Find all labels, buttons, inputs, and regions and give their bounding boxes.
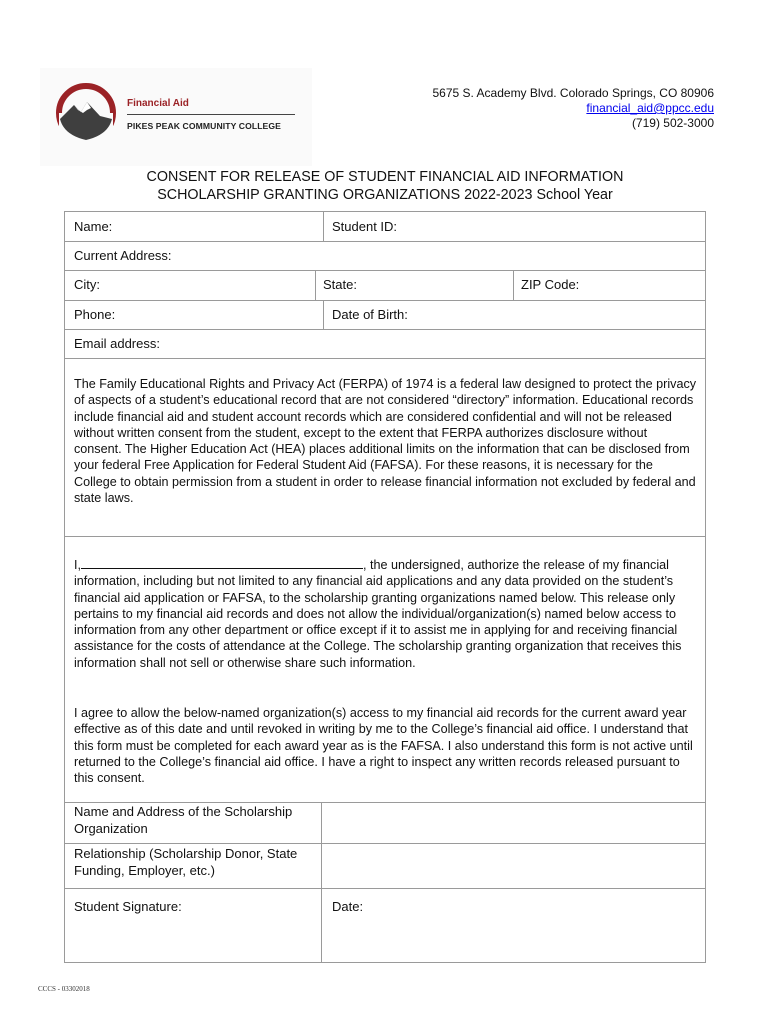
consent-form: [64, 211, 706, 963]
contact-block: [433, 86, 715, 131]
email-address-field[interactable]: Email address:: [74, 336, 160, 351]
col-divider: [315, 270, 316, 300]
relationship-input[interactable]: [322, 844, 705, 888]
consent-agreement: I agree to allow the below-named organization(s) access to my financial aid records for the current award year effective as of this date and until revoked in writing by me to the College’s financial aid office. I understand that this form must be completed for each award year as is the FAFSA. I also understand this form is not active until returned to the College’s financial aid office. I have a right to inspect any written records released pursuant to this consent.: [74, 706, 693, 786]
col-divider: [513, 270, 514, 300]
city-field[interactable]: City:: [74, 277, 100, 292]
relationship-label: Relationship (Scholarship Donor, State Funding, Employer, etc.): [74, 846, 298, 878]
date-of-birth-field[interactable]: Date of Birth:: [332, 307, 408, 322]
signature-date-field[interactable]: Date:: [332, 899, 364, 914]
phone-field[interactable]: Phone:: [74, 307, 116, 322]
row-divider: [65, 358, 705, 359]
consent-prefix: I,: [74, 558, 81, 572]
form-title: [0, 168, 770, 204]
contact-address: 5675 S. Academy Blvd. Colorado Springs, CO 80906: [432, 86, 714, 100]
title-line-1: CONSENT FOR RELEASE OF STUDENT FINANCIAL AID INFORMATION: [146, 169, 624, 185]
row-divider: [65, 888, 705, 889]
title-line-2: SCHOLARSHIP GRANTING ORGANIZATIONS 2022-2023 School Year: [157, 187, 613, 203]
college-logo: [40, 68, 312, 166]
row-divider: [65, 300, 705, 301]
contact-phone: (719) 502-3000: [631, 116, 714, 130]
mountain-logo-icon: [56, 83, 116, 143]
ferpa-notice: The Family Educational Rights and Privacy Act (FERPA) of 1974 is a federal law designed to protect the privacy of aspects of a student’s educational record that are not considered “directory” information. Educational records include financial aid and student account records which are considered confidential and will not be released without written consent from the student, except to the extent that FERPA authorizes disclosure without consent. The Higher Education Act (HEA) places additional limits on the information that can be disclosed from your federal Free Application for Federal Student Aid (FAFSA). For these reasons, it is necessary for the College to obtain permission from a student in order to release financial information not excluded by federal and state laws.: [74, 377, 697, 506]
student-signature-field[interactable]: Student Signature:: [74, 899, 182, 914]
row-divider: [65, 536, 705, 537]
row-divider: [65, 270, 705, 271]
logo-college-name: PIKES PEAK COMMUNITY COLLEGE: [127, 121, 282, 131]
col-divider: [323, 300, 324, 329]
consent-text-1: , the undersigned, authorize the release of my financial information, including but not limited to any financial aid applications and any data provided on the student’s financial aid application or FAFSA, to the scholarship granting organizations named below. This release only pertains to my financial aid records and does not allow the individual/organization(s) named below access to information from any other department or office except if it to assist me in applying for and receiving financial assistance for the costs of attendance at the College. The scholarship granting organization that receives this information shall not sell or otherwise share such information.: [74, 558, 682, 670]
student-id-field[interactable]: Student ID:: [332, 219, 398, 234]
row-divider: [65, 329, 705, 330]
logo-divider: [127, 114, 295, 115]
consent-statement: [74, 556, 698, 671]
student-name-blank[interactable]: [81, 556, 363, 569]
name-field[interactable]: Name:: [74, 219, 113, 234]
current-address-field[interactable]: Current Address:: [74, 248, 172, 263]
form-code: CCCS - 03302018: [38, 985, 90, 993]
contact-email-link[interactable]: financial_aid@ppcc.edu: [586, 101, 714, 115]
zip-code-field[interactable]: ZIP Code:: [521, 277, 580, 292]
row-divider: [65, 241, 705, 242]
logo-department: Financial Aid: [127, 98, 189, 109]
col-divider: [323, 212, 324, 241]
org-name-input[interactable]: [322, 803, 705, 843]
state-field[interactable]: State:: [323, 277, 357, 292]
org-name-label: Name and Address of the Scholarship Organization: [74, 804, 293, 836]
